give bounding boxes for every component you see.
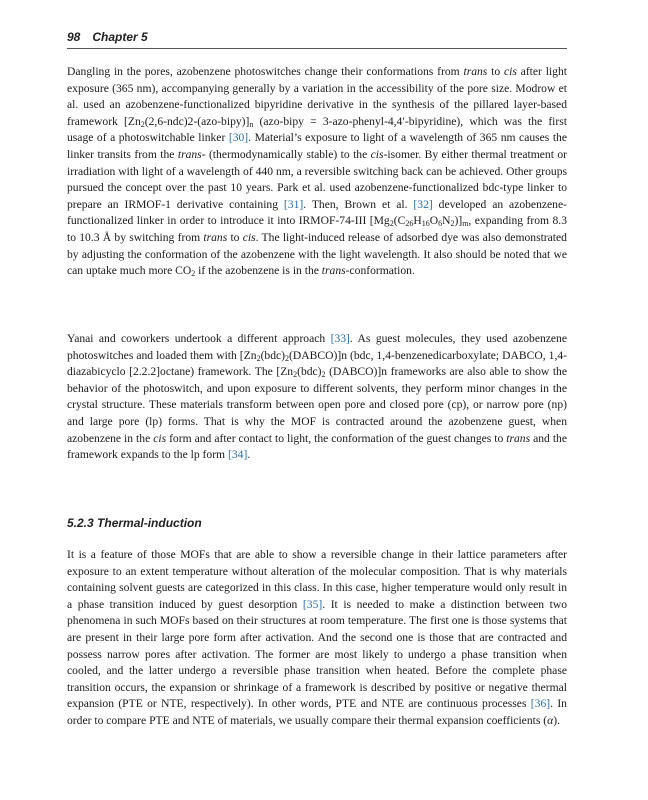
- citation-34[interactable]: [34]: [227, 448, 248, 462]
- chapter-label: Chapter 5: [92, 30, 148, 44]
- section-number: 5.2.3: [67, 516, 94, 530]
- paragraph-photoswitch-linkers: Dangling in the pores, azobenzene photoswitches change their conformations from trans to cis after light exposure (365 nm), accompanying generally by a variation in the accessibility of the pore size. Modrow et al. used an azobenzene-functionalized bipyridine derivative in the synthesis of the pillared layer-based framework $[Zn_2(2,6-ndc)2-(azo-bipy)]_n$ (azo-bipy = 3-azo-phenyl-4,4′-bipyridine), which was the first usage of a photoswitchable linker [30]. Material’s exposure to light of a wavelength of 365 nm causes the linker transits from the trans- (thermodynamically stable) to the cis-isomer. By either thermal treatment or irradiation with light of a wavelength of 440 nm, a reversible switching back can be achieved. Other groups pursued the concept over the past 10 years. Park et al. used azobenzene-functionalized bdc-type linker to prepare an IRMOF-1 derivative containing [31]. Then, Brown et al. [32] developed an azobenzene-functionalized linker in order to introduce it into IRMOF-74-III $[Mg_2(C_{26}H_{16}O_6N_2)]_m$, expanding from 8.3 to 10.3 Å by switching from trans to cis. The light-induced release of adsorbed dye was also demonstrated by adjusting the conformation of the azobenzene with the light wavelength. It also should be noted that we can uptake much more $CO_2$ if the azobenzene is in the trans-conformation.: [67, 65, 568, 279]
- section-title: Thermal-induction: [97, 516, 202, 530]
- section-heading: [67, 516, 202, 530]
- document-page: [67, 30, 568, 727]
- citation-35[interactable]: [35]: [302, 597, 323, 611]
- page-number: 98: [67, 30, 81, 44]
- paragraph-thermal-induction: It is a feature of those MOFs that are able to show a reversible change in their lattice parameters after exposure to an extent temperature without alteration of the molecular composition. That is why materials containing solvent guests are categorized in this class. In this case, higher temperature would only result in a phase transition induced by guest desorption [35]. It is needed to make a distinction between two phenomena in such MOFs based on their structures at room temperature. The first one is those systems that are present in their large pore form after activation. And the second one is those that are contracted and possess narrow pores after activation. The former are most likely to undergo a phase transition when cooled, and the latter undergo a reversible phase transition when heated. Before the complete phase transition occurs, the expansion or shrinkage of a framework is described by positive or negative thermal expansion (PTE or NTE, respectively). In other words, PTE and NTE are continuous processes [36]. In order to compare PTE and NTE of materials, we usually compare their thermal expansion coefficients (α).: [67, 548, 567, 727]
- citation-36[interactable]: [36]: [530, 697, 551, 711]
- citation-32[interactable]: [32]: [413, 197, 433, 211]
- running-header: [67, 30, 567, 49]
- citation-33[interactable]: [33]: [330, 332, 350, 345]
- citation-31[interactable]: [31]: [283, 197, 304, 211]
- paragraph-guest-molecules: Yanai and coworkers undertook a different approach [33]. As guest molecules, they used azobenzene photoswitches and loaded them with $[Zn_2(bdc)_2(DABCO)]n$ (bdc, 1,4-benzenedicarboxylate; DABCO, 1,4-diazabicyclo [2.2.2]octane) framework. The [$Zn_2(bdc)_2$ (DABCO)]n frameworks are also able to show the behavior of the photoswitch, and upon exposure to different solvents, they perform minor changes in the crystal structure. These materials transform between open pore and closed pore (cp), or narrow pore (np) and large pore (lp) forms. That is why the MOF is contracted around the azobenzene guest, when azobenzene in the cis form and after contact to light, the conformation of the guest changes to trans and the framework expands to the lp form [34].: [67, 332, 567, 462]
- citation-30[interactable]: [30]: [228, 131, 249, 145]
